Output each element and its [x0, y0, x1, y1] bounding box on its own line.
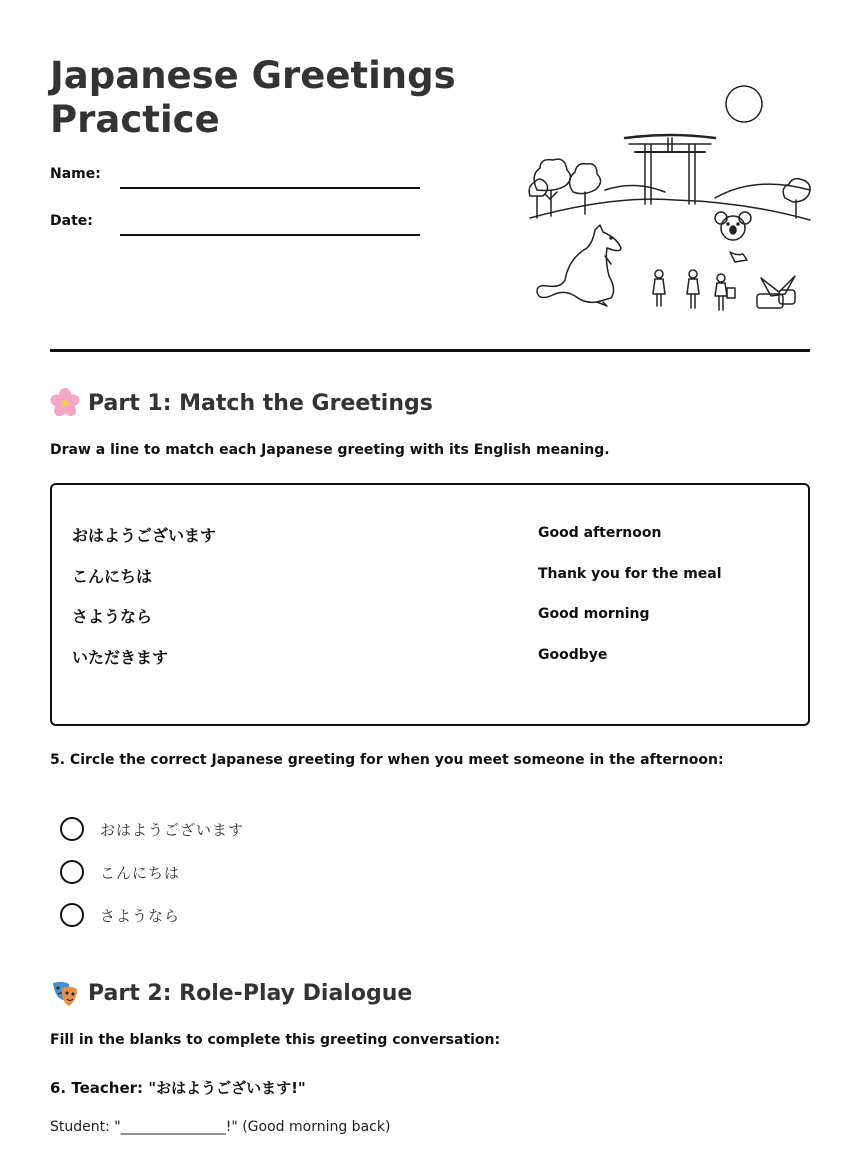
part2-title: Part 2: Role-Play Dialogue — [88, 980, 413, 1006]
tree-right-icon — [783, 179, 810, 202]
radio-circle[interactable] — [60, 817, 84, 841]
part1-instruction: Draw a line to match each Japanese greeting with its English meaning. — [50, 442, 610, 458]
jp-greeting-4: いただきます — [72, 648, 169, 667]
option-2[interactable] — [60, 860, 180, 884]
option-label: さようなら — [100, 906, 181, 925]
date-label: Date: — [50, 213, 93, 229]
matching-box — [50, 483, 810, 726]
torii-kangaroo-koala-illustration — [525, 80, 815, 320]
en-meaning-3: Good morning — [538, 606, 650, 622]
children-icon — [653, 270, 735, 310]
part1-heading — [50, 388, 433, 418]
header-divider — [50, 349, 810, 352]
part1-title: Part 1: Match the Greetings — [88, 390, 433, 416]
part2-instruction: Fill in the blanks to complete this greeting conversation: — [50, 1032, 501, 1048]
question5-prompt: 5. Circle the correct Japanese greeting for when you meet someone in the afternoon: — [50, 752, 724, 768]
title-line-1: Japanese Greetings — [50, 54, 456, 97]
name-label: Name: — [50, 166, 101, 182]
page-title — [50, 54, 470, 142]
jp-greeting-1: おはようございます — [72, 526, 217, 545]
option-3[interactable] — [60, 903, 180, 927]
en-meaning-1: Good afternoon — [538, 525, 662, 541]
q6-student-line[interactable]: Student: "_______________!" (Good morning back) — [50, 1119, 391, 1135]
title-line-2: Practice — [50, 98, 220, 141]
en-meaning-4: Goodbye — [538, 647, 608, 663]
koala-icon — [715, 212, 751, 262]
sun-icon — [726, 86, 762, 122]
performing-arts-masks-icon — [50, 978, 80, 1008]
hill-line — [530, 199, 810, 220]
option-1[interactable] — [60, 817, 244, 841]
jp-greeting-3: さようなら — [72, 607, 153, 626]
radio-circle[interactable] — [60, 903, 84, 927]
en-meaning-2: Thank you for the meal — [538, 566, 722, 582]
torii-gate-icon — [625, 135, 715, 204]
cherry-blossom-icon — [50, 388, 80, 418]
name-field[interactable] — [120, 187, 420, 189]
option-label: こんにちは — [100, 863, 181, 882]
jp-greeting-2: こんにちは — [72, 567, 153, 586]
date-field[interactable] — [120, 234, 420, 236]
radio-circle[interactable] — [60, 860, 84, 884]
option-label: おはようございます — [100, 820, 245, 839]
origami-crane-icon — [757, 276, 795, 308]
q6-teacher-line: 6. Teacher: "おはようございます!" — [50, 1079, 306, 1097]
kangaroo-icon — [537, 225, 621, 306]
part2-heading — [50, 978, 412, 1008]
